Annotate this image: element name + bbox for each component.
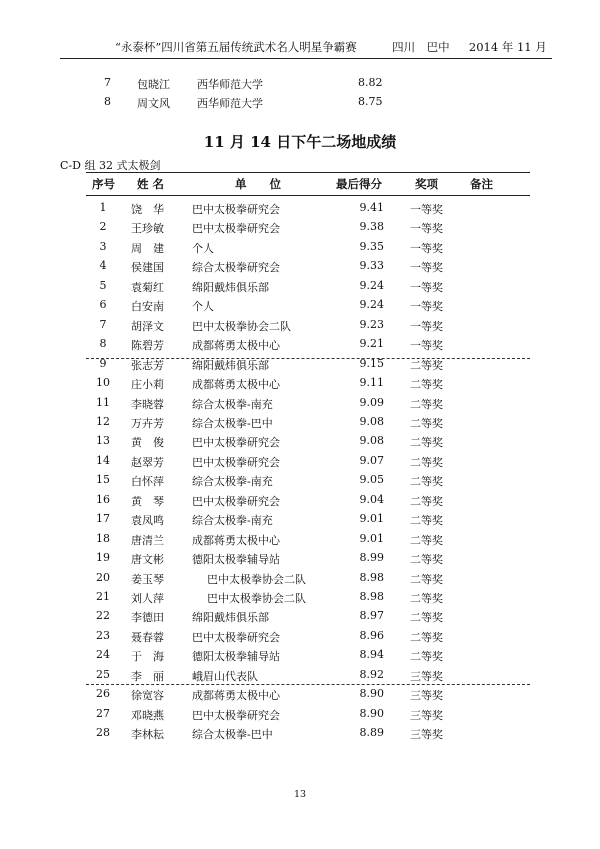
row-name: 胡泽文 bbox=[131, 319, 164, 333]
table-row bbox=[0, 337, 600, 356]
row-unit: 综合太极拳-南充 bbox=[192, 397, 273, 411]
row-no: 3 bbox=[99, 239, 107, 253]
row-unit: 巴中太极拳协会二队 bbox=[192, 319, 291, 333]
table-row bbox=[0, 571, 600, 590]
row-unit: 巴中太极拳研究会 bbox=[192, 708, 280, 722]
header-date: 2014 年 11 月 bbox=[468, 40, 547, 54]
row-no: 1 bbox=[99, 201, 107, 214]
row-unit: 综合太极拳-南充 bbox=[192, 475, 273, 489]
row-unit: 成都蒋勇太极中心 bbox=[192, 339, 280, 353]
row-no: 10 bbox=[96, 376, 110, 390]
row-name: 陈碧芳 bbox=[131, 339, 164, 353]
table-row bbox=[0, 648, 600, 667]
row-award: 二等奖 bbox=[410, 630, 443, 644]
row-unit: 综合太极拳-南充 bbox=[192, 514, 273, 528]
section-title: 11 月 14 日下午二场地成绩 bbox=[203, 133, 397, 151]
row-score: 8.92 bbox=[359, 667, 384, 681]
row-no: 18 bbox=[96, 531, 110, 545]
row-award: 二等奖 bbox=[410, 611, 443, 625]
row-no: 7 bbox=[99, 317, 107, 331]
row-score: 8.94 bbox=[359, 648, 384, 662]
row-score: 9.05 bbox=[359, 473, 384, 487]
row-score: 8.89 bbox=[359, 726, 384, 740]
row-award: 二等奖 bbox=[410, 650, 443, 664]
row-score: 9.33 bbox=[359, 259, 384, 273]
row-name: 庄小莉 bbox=[131, 378, 164, 392]
row-name: 唐清兰 bbox=[131, 533, 164, 547]
table-row bbox=[0, 279, 600, 298]
row-name: 徐宽容 bbox=[131, 689, 164, 703]
row-name: 王珍敏 bbox=[131, 222, 164, 236]
row-name: 饶 华 bbox=[131, 203, 164, 216]
table-row bbox=[0, 590, 600, 609]
row-unit: 绵阳戴炜俱乐部 bbox=[192, 611, 269, 625]
table-row bbox=[0, 434, 600, 453]
row-unit: 综合太极拳-巴中 bbox=[192, 728, 273, 742]
group-label: C-D 组 32 式太极剑 bbox=[60, 159, 161, 172]
row-name: 白怀萍 bbox=[131, 475, 164, 489]
row-name: 聂春蓉 bbox=[131, 630, 164, 644]
row-no: 14 bbox=[96, 453, 110, 467]
row-unit: 成都蒋勇太极中心 bbox=[192, 533, 280, 547]
page-number: 13 bbox=[293, 789, 307, 800]
prev-row-no: 7 bbox=[104, 76, 111, 89]
table-row bbox=[0, 220, 600, 239]
row-award: 一等奖 bbox=[410, 261, 443, 275]
row-name: 白安南 bbox=[131, 300, 164, 314]
row-unit: 个人 bbox=[192, 300, 214, 314]
row-score: 9.21 bbox=[359, 337, 384, 351]
table-row bbox=[0, 318, 600, 337]
row-no: 4 bbox=[99, 259, 107, 273]
row-name: 袁凤鸣 bbox=[131, 514, 164, 528]
row-unit: 综合太极拳-巴中 bbox=[192, 416, 273, 430]
col-header-score: 最后得分 bbox=[336, 177, 382, 191]
row-score: 9.24 bbox=[359, 298, 384, 312]
award-tier-divider bbox=[86, 684, 530, 685]
row-name: 万卉芳 bbox=[131, 416, 164, 430]
row-no: 12 bbox=[96, 414, 110, 428]
row-award: 一等奖 bbox=[410, 203, 443, 216]
prev-row-score: 8.75 bbox=[358, 95, 383, 108]
row-award: 二等奖 bbox=[410, 592, 443, 605]
row-unit: 巴中太极拳研究会 bbox=[192, 436, 280, 450]
row-award: 二等奖 bbox=[410, 358, 443, 372]
row-award: 一等奖 bbox=[410, 339, 443, 353]
row-score: 9.04 bbox=[359, 492, 384, 506]
row-unit: 巴中太极拳研究会 bbox=[192, 203, 280, 216]
row-score: 9.35 bbox=[359, 239, 384, 253]
row-unit: 综合太极拳研究会 bbox=[192, 261, 280, 275]
row-name: 赵翠芳 bbox=[131, 455, 164, 469]
row-no: 23 bbox=[96, 628, 110, 642]
row-name: 姜玉琴 bbox=[131, 572, 164, 586]
table-row bbox=[0, 298, 600, 317]
prev-row-name: 包晓江 bbox=[137, 78, 170, 91]
table-row bbox=[0, 357, 600, 376]
row-no: 2 bbox=[99, 220, 107, 234]
header-location: 四川 巴中 bbox=[392, 40, 450, 54]
row-score: 9.07 bbox=[359, 453, 384, 467]
table-row bbox=[0, 376, 600, 395]
row-name: 邓晓燕 bbox=[131, 708, 164, 722]
row-name: 唐文彬 bbox=[131, 553, 164, 567]
row-name: 张志芳 bbox=[131, 358, 164, 372]
row-score: 9.41 bbox=[359, 201, 384, 214]
row-award: 二等奖 bbox=[410, 572, 443, 586]
row-unit: 巴中太极拳协会二队 bbox=[207, 572, 306, 586]
row-no: 28 bbox=[96, 726, 110, 740]
col-header-award: 奖项 bbox=[415, 177, 438, 191]
row-award: 二等奖 bbox=[410, 397, 443, 411]
row-no: 15 bbox=[96, 473, 110, 487]
table-row bbox=[0, 512, 600, 531]
row-unit: 绵阳戴炜俱乐部 bbox=[192, 280, 269, 294]
row-unit: 绵阳戴炜俱乐部 bbox=[192, 358, 269, 372]
row-no: 24 bbox=[96, 648, 110, 662]
row-award: 二等奖 bbox=[410, 494, 443, 508]
row-no: 9 bbox=[99, 356, 107, 370]
table-row bbox=[0, 707, 600, 726]
col-header-remark: 备注 bbox=[470, 177, 493, 191]
table-row bbox=[0, 609, 600, 628]
row-no: 6 bbox=[99, 298, 107, 312]
row-award: 一等奖 bbox=[410, 222, 443, 236]
table-top-rule bbox=[86, 172, 530, 173]
row-no: 16 bbox=[96, 492, 110, 506]
row-score: 9.01 bbox=[359, 512, 384, 526]
row-no: 19 bbox=[96, 551, 110, 565]
row-name: 李林耘 bbox=[131, 728, 164, 742]
row-name: 刘人萍 bbox=[131, 592, 164, 605]
row-name: 侯建国 bbox=[131, 261, 164, 275]
table-row bbox=[0, 201, 600, 220]
row-name: 周 建 bbox=[131, 241, 164, 255]
row-unit: 德阳太极拳辅导站 bbox=[192, 650, 280, 664]
prev-row-unit: 西华师范大学 bbox=[197, 97, 263, 110]
row-score: 9.08 bbox=[359, 434, 384, 448]
row-score: 8.97 bbox=[359, 609, 384, 623]
table-row bbox=[0, 473, 600, 492]
row-score: 8.96 bbox=[359, 628, 384, 642]
col-header-unit: 单 位 bbox=[235, 177, 281, 191]
row-award: 三等奖 bbox=[410, 689, 443, 703]
table-row bbox=[0, 259, 600, 278]
row-award: 一等奖 bbox=[410, 300, 443, 314]
row-unit: 巴中太极拳研究会 bbox=[192, 455, 280, 469]
row-no: 27 bbox=[96, 706, 110, 720]
row-score: 8.98 bbox=[359, 570, 384, 584]
row-unit: 巴中太极拳研究会 bbox=[192, 222, 280, 236]
award-tier-divider bbox=[86, 358, 530, 359]
row-no: 26 bbox=[96, 687, 110, 701]
row-name: 于 海 bbox=[131, 650, 164, 664]
row-award: 三等奖 bbox=[410, 728, 443, 742]
row-no: 17 bbox=[96, 512, 110, 526]
row-award: 一等奖 bbox=[410, 319, 443, 333]
col-header-no: 序号 bbox=[92, 177, 115, 191]
row-no: 5 bbox=[99, 278, 107, 292]
row-award: 二等奖 bbox=[410, 475, 443, 489]
row-unit: 成都蒋勇太极中心 bbox=[192, 689, 280, 703]
prev-row-name: 周文风 bbox=[137, 97, 170, 110]
table-row bbox=[0, 240, 600, 259]
row-score: 9.38 bbox=[359, 220, 384, 234]
row-no: 20 bbox=[96, 570, 110, 584]
row-award: 三等奖 bbox=[410, 708, 443, 722]
row-score: 8.90 bbox=[359, 706, 384, 720]
row-name: 李德田 bbox=[131, 611, 164, 625]
row-unit: 德阳太极拳辅导站 bbox=[192, 553, 280, 567]
row-score: 9.23 bbox=[359, 317, 384, 331]
row-name: 李晓蓉 bbox=[131, 397, 164, 411]
row-unit: 巴中太极拳研究会 bbox=[192, 630, 280, 644]
row-score: 8.99 bbox=[359, 551, 384, 565]
row-award: 二等奖 bbox=[410, 533, 443, 547]
row-score: 8.90 bbox=[359, 687, 384, 701]
row-score: 9.08 bbox=[359, 414, 384, 428]
row-score: 9.01 bbox=[359, 531, 384, 545]
table-row bbox=[0, 493, 600, 512]
row-score: 8.98 bbox=[359, 590, 384, 603]
row-name: 黄 俊 bbox=[131, 436, 164, 450]
row-score: 9.24 bbox=[359, 278, 384, 292]
row-unit: 成都蒋勇太极中心 bbox=[192, 378, 280, 392]
prev-row-no: 8 bbox=[104, 95, 111, 108]
table-header-rule bbox=[86, 195, 530, 196]
row-no: 22 bbox=[96, 609, 110, 623]
row-unit: 巴中太极拳研究会 bbox=[192, 494, 280, 508]
col-header-name: 姓 名 bbox=[137, 177, 165, 191]
row-award: 二等奖 bbox=[410, 416, 443, 430]
row-no: 8 bbox=[99, 337, 107, 351]
row-name: 黄 琴 bbox=[131, 494, 164, 508]
row-score: 9.11 bbox=[359, 376, 384, 390]
table-row bbox=[0, 454, 600, 473]
row-name: 李 丽 bbox=[131, 669, 164, 683]
row-award: 二等奖 bbox=[410, 455, 443, 469]
table-row bbox=[0, 687, 600, 706]
row-award: 二等奖 bbox=[410, 514, 443, 528]
table-row bbox=[0, 415, 600, 434]
table-row bbox=[0, 726, 600, 745]
row-no: 13 bbox=[96, 434, 110, 448]
page-header bbox=[115, 39, 547, 55]
row-award: 二等奖 bbox=[410, 436, 443, 450]
row-score: 9.15 bbox=[359, 356, 384, 370]
header-title: “永泰杯”四川省第五届传统武术名人明星争霸赛 bbox=[115, 40, 357, 54]
table-row bbox=[0, 532, 600, 551]
row-unit: 个人 bbox=[192, 241, 214, 255]
row-no: 25 bbox=[96, 667, 110, 681]
row-unit: 峨眉山代表队 bbox=[192, 669, 258, 683]
header-rule bbox=[60, 58, 552, 59]
row-name: 袁菊红 bbox=[131, 280, 164, 294]
row-award: 一等奖 bbox=[410, 280, 443, 294]
row-award: 三等奖 bbox=[410, 669, 443, 683]
row-award: 一等奖 bbox=[410, 241, 443, 255]
row-unit: 巴中太极拳协会二队 bbox=[207, 592, 306, 605]
table-row bbox=[0, 396, 600, 415]
row-no: 21 bbox=[96, 590, 110, 603]
table-row bbox=[0, 629, 600, 648]
prev-row-unit: 西华师范大学 bbox=[197, 78, 263, 91]
table-row bbox=[0, 551, 600, 570]
prev-row-score: 8.82 bbox=[358, 76, 383, 89]
row-no: 11 bbox=[96, 395, 110, 409]
row-award: 二等奖 bbox=[410, 378, 443, 392]
row-score: 9.09 bbox=[359, 395, 384, 409]
row-award: 二等奖 bbox=[410, 553, 443, 567]
